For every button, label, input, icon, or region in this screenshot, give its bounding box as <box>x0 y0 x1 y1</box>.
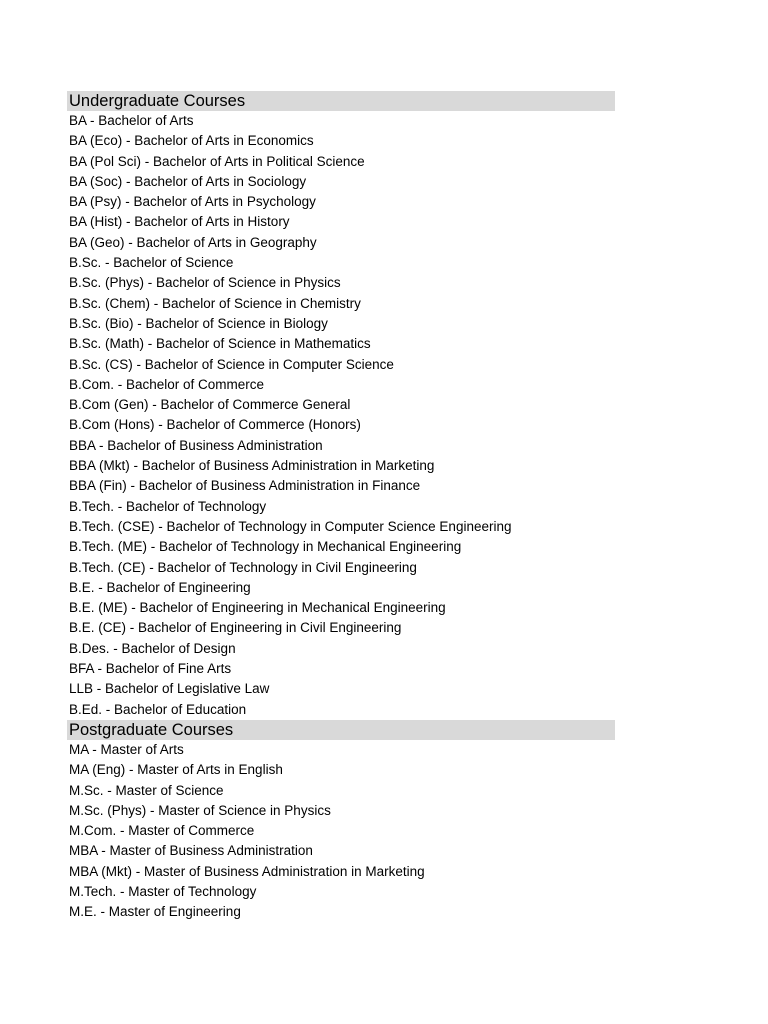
course-item: BFA - Bachelor of Fine Arts <box>69 661 232 677</box>
course-item: MBA (Mkt) - Master of Business Administration in Marketing <box>69 863 425 879</box>
course-item: M.Sc. (Phys) - Master of Science in Physics <box>69 802 331 818</box>
course-item: B.Com (Gen) - Bachelor of Commerce General <box>69 397 351 413</box>
section-header-undergraduate: Undergraduate Courses <box>67 91 615 111</box>
course-item: B.E. - Bachelor of Engineering <box>69 579 251 595</box>
course-item: B.Sc. (Bio) - Bachelor of Science in Biology <box>69 315 328 331</box>
course-item: B.Com. - Bachelor of Commerce <box>69 376 265 392</box>
course-item: BA (Soc) - Bachelor of Arts in Sociology <box>69 173 307 189</box>
course-item: B.Sc. (Chem) - Bachelor of Science in Chemistry <box>69 295 361 311</box>
course-item: B.Sc. (Phys) - Bachelor of Science in Physics <box>69 275 341 291</box>
course-item: BBA - Bachelor of Business Administration <box>69 437 323 453</box>
course-item: B.Tech. (ME) - Bachelor of Technology in Mechanical Engineering <box>69 539 462 555</box>
course-item: M.Com. - Master of Commerce <box>69 823 255 839</box>
course-item: BA (Eco) - Bachelor of Arts in Economics <box>69 133 314 149</box>
course-item: BA (Pol Sci) - Bachelor of Arts in Political Science <box>69 153 365 169</box>
course-item: B.Tech. - Bachelor of Technology <box>69 498 267 514</box>
undergraduate-section <box>67 91 615 720</box>
course-item: B.Tech. (CSE) - Bachelor of Technology in Computer Science Engineering <box>69 518 512 534</box>
course-item: LLB - Bachelor of Legislative Law <box>69 681 270 697</box>
course-item: B.Ed. - Bachelor of Education <box>69 701 247 717</box>
course-list-sheet <box>67 91 615 923</box>
course-item: M.E. - Master of Engineering <box>69 904 241 920</box>
course-item: MA - Master of Arts <box>69 741 184 757</box>
course-item: B.Tech. (CE) - Bachelor of Technology in Civil Engineering <box>69 559 417 575</box>
course-item: M.Sc. - Master of Science <box>69 782 224 798</box>
course-item: BA (Hist) - Bachelor of Arts in History <box>69 214 290 230</box>
course-item: MBA - Master of Business Administration <box>69 843 313 859</box>
course-item: M.Tech. - Master of Technology <box>69 883 257 899</box>
course-item: B.Com (Hons) - Bachelor of Commerce (Honors) <box>69 417 361 433</box>
course-item: B.Des. - Bachelor of Design <box>69 640 236 656</box>
postgraduate-section <box>67 720 615 923</box>
course-item: BA (Geo) - Bachelor of Arts in Geography <box>69 234 317 250</box>
course-item: BA (Psy) - Bachelor of Arts in Psychology <box>69 194 316 210</box>
postgraduate-course-list <box>67 740 615 923</box>
course-item: BBA (Mkt) - Bachelor of Business Administration in Marketing <box>69 458 435 474</box>
course-item: B.Sc. (CS) - Bachelor of Science in Computer Science <box>69 356 394 372</box>
course-item: B.E. (ME) - Bachelor of Engineering in Mechanical Engineering <box>69 600 446 616</box>
course-item: B.E. (CE) - Bachelor of Engineering in Civil Engineering <box>69 620 402 636</box>
course-item: B.Sc. - Bachelor of Science <box>69 255 234 271</box>
course-item: B.Sc. (Math) - Bachelor of Science in Mathematics <box>69 336 371 352</box>
course-item: MA (Eng) - Master of Arts in English <box>69 762 283 778</box>
course-item: BBA (Fin) - Bachelor of Business Administration in Finance <box>69 478 421 494</box>
undergraduate-course-list <box>67 111 615 720</box>
course-item: BA - Bachelor of Arts <box>69 113 194 128</box>
section-header-postgraduate: Postgraduate Courses <box>67 720 615 740</box>
